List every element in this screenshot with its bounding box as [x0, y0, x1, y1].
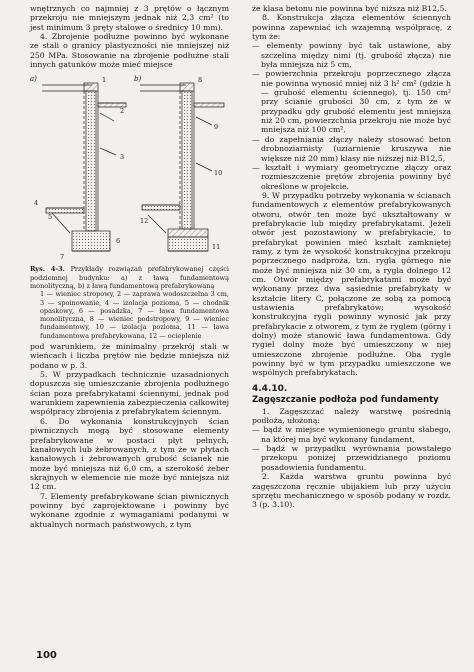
figure-label-b: b) [134, 75, 142, 84]
right-paragraph-s2: 2. Każda warstwa gruntu powinna być zagęszczona ręcznie ubijakiem lub przy użyciu sprzętu mechanicznego w sposób podany w rozdz. 3 (p. 3.10). [252, 472, 451, 510]
figure-caption [30, 265, 229, 340]
dash-item: — do zapełniania złączy należy stosować beton drobnoziarnisty (uziarnienie kruszywa nie większe niż 20 mm) klasy nie niższej niż B12,5, [252, 134, 451, 163]
left-paragraph-2: 4. Zbrojenie podłużne powinno być wykonane ze stali o granicy plastyczności nie mniejszej niż 250 MPa. Stosowanie na zbrojenie podłużne stali innych gatunków może mieć miejsce [30, 32, 229, 70]
caption-legend: 1 — wieniec stropowy, 2 — zaprawa wodoszczelna 3 cm, 3 — spoinowanie, 4 — izolacja pozioma, 5 — chodnik opaskowy, 6 — posadzka, 7 — ława fundamentowa monolityczna, 8 — wieniec podstropowy, 9 — wieniec fundamentowy, 10 — izolacja pozioma, 11 — ława fundamentowa prefabrykowana, 12 — ocieplenie [40, 290, 229, 340]
left-paragraph-4: 5. W przypadkach technicznie uzasadnionych dopuszcza się umieszczanie zbrojenia podłużnego ścian poza prefabrykatami ściennymi, jednak pod warunkiem zapewnienia zabezpieczenia całkowitej współpracy zbrojenia z prefabrykatem ściennym. [30, 370, 229, 417]
callout-5: 5 [48, 213, 53, 222]
drawing-a [42, 83, 126, 251]
callout-10: 10 [214, 169, 223, 178]
right-column [252, 4, 451, 510]
right-paragraph-2: 8. Konstrukcja złącza elementów ściennych powinna zapewniać ich wzajemną współpracę, z tym że: [252, 13, 451, 42]
callout-11: 11 [212, 243, 221, 252]
callout-4: 4 [34, 199, 39, 208]
callout-7: 7 [60, 253, 65, 262]
left-paragraph-5: 6. Do wykonania konstrukcyjnych ścian piwnicznych mogą być stosowane elementy prefabrykowane w postaci płyt pełnych, kanałowych lub żebrowanych, z tym że w płytach kanałowych i żebrowanych grubość ścianek nie może być mniejsza niż 6,0 cm, a szerokość żeber skrajnych w elemencie nie może być mniejsza niż 12 cm. [30, 416, 229, 492]
callout-6: 6 [116, 237, 121, 246]
callout-2: 2 [120, 107, 125, 116]
dash-item: — elementy powinny być tak ustawione, aby szczelina między nimi (tj. grubość złącza) nie była mniejsza niż 5 cm, [252, 41, 451, 70]
figure-label-a: a) [30, 75, 37, 84]
callout-3: 3 [120, 153, 125, 162]
left-paragraph-1: wnętrznych co najmniej z 3 prętów o łącznym przekroju nie mniejszym jednak niż 2,3 cm² (to jest minimum 3 pręty stalowe o średnicy 10 mm). [30, 4, 229, 32]
dash-item: — kształt i wymiary geometryczne złączy oraz rozmieszczenie prętów zbrojenia powinny być określone w projekcie. [252, 162, 451, 191]
page-number: 100 [36, 650, 57, 661]
callout-8: 8 [198, 76, 203, 85]
drawing-b [140, 83, 224, 251]
right-paragraph-s1: 1. Zagęszczać należy warstwę pośrednią podłoża, ułożoną: [252, 406, 451, 426]
left-column [30, 4, 229, 529]
callout-9: 9 [214, 123, 219, 132]
right-paragraph-9: 9. W przypadku potrzeby wykonania w ścianach fundamentowych z elementów prefabrykowanych otworu, otwór ten może być ukształtowany w prefabrykacie lub między prefabrykatami. Jeżeli otwór jest pozostawiony w prefabrykacie, to prefabrykat powinien mieć kształt zamkniętej ramy, z tym że wysokość konstrukcyjna przekroju poprzecznego nadproża, tzn. rygla górnego nie może być mniejsza niż 30 cm, a rygla dolnego 12 cm. Otwór między prefabrykatami może być wykonany przez dwa sąsiednie prefabrykaty w kształcie litery C, połączone ze sobą za pomocą ustawienia prefabrykatów; wysokość konstrukcyjna rygli powinny wynosić jak przy prefabrykacie z otworem, z tym że ryglem (górny i dolny) może stanowić ława fundamentowa. Gdy rygiel dolny może być umieszczony w niej umieszczone zbrojenie podłużne. Oba rygle powinny być w tym przypadku umieszczone we wspólnych prefabrykatach. [252, 190, 451, 378]
caption-text: Przykłady rozwiązań prefabrykowanej części podziemnej budynku: a) z ławą fundamentową monolityczną, b) z ławą fundamentową prefabrykowaną [30, 265, 230, 290]
section-number: 4.4.10. [252, 383, 288, 394]
caption-title: Rys. 4-3. [30, 265, 65, 274]
callout-1: 1 [102, 76, 107, 85]
callout-12: 12 [140, 217, 149, 226]
dash-item: — bądź w przypadku wyrównania powstałego przekopu poniżej przewidzianego poziomu posadowienia fundamentu. [252, 444, 451, 472]
dash-item: — powierzchnia przekroju poprzecznego złącza nie powinna wynosić mniej niż 3 h² cm² (gdzie h — grubość elementu ściennego), tj. 150 cm² przy ścianie grubości 30 cm, z tym że w przypadku gdy grubość elementu jest mniejsza niż 20 cm, powierzchnia przekroju nie może być mniejsza niż 100 cm², [252, 69, 451, 135]
dash-item: — bądź w miejsce wymienionego gruntu słabego, na której ma być wykonany fundament, [252, 425, 451, 444]
foundation-drawing [30, 73, 229, 263]
section-title: Zagęszczanie podłoża pod fundamenty [252, 394, 439, 405]
right-paragraph-1: że klasa betonu nie powinna być niższa niż B12,5. [252, 4, 447, 13]
figure-4-3 [30, 73, 229, 263]
left-paragraph-6: 7. Elementy prefabrykowane ścian piwnicznych powinny być zaprojektowane i powinny być wykonane zgodnie z wymaganiami podanymi w aktualnych normach państwowych, z tym [30, 491, 229, 529]
left-paragraph-3: pod warunkiem, że minimalny przekrój stali w wieńcach i liczba prętów nie będzie mniejsza niż podano w p. 3. [30, 342, 229, 370]
